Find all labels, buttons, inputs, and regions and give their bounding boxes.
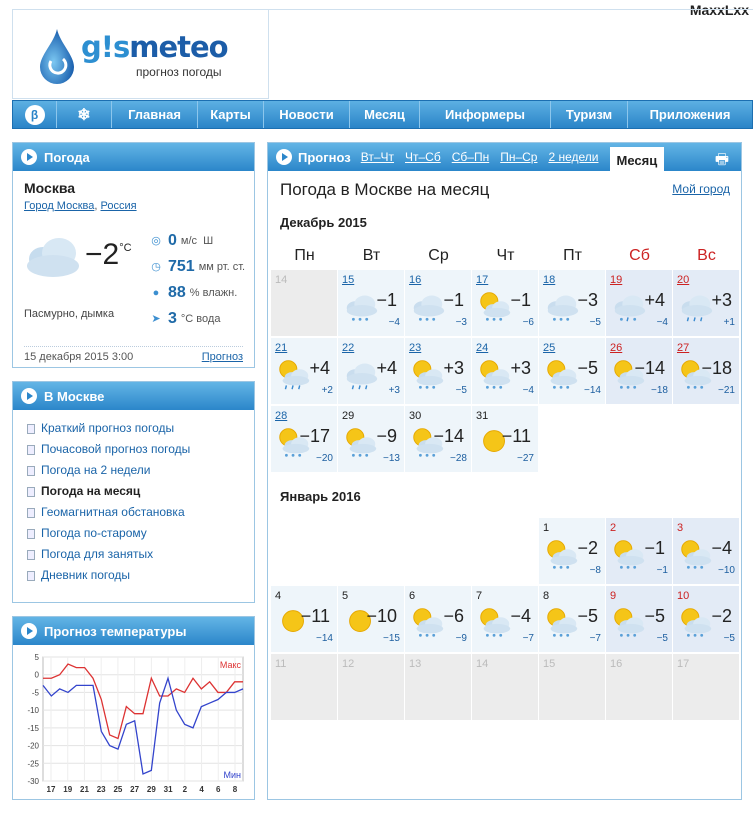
- nav-item-news[interactable]: Новости: [264, 101, 350, 128]
- beta-icon: β: [25, 105, 45, 125]
- cloud-rain-icon: [342, 355, 380, 393]
- x-tick-label: 29: [146, 785, 156, 794]
- max-temp: −1: [376, 290, 397, 310]
- day-of-week-header: Пт: [563, 247, 582, 264]
- calendar-day-cell[interactable]: [472, 406, 538, 472]
- logo[interactable]: [81, 30, 228, 64]
- x-tick-label: 25: [113, 785, 123, 794]
- tab-forecast[interactable]: Прогноз: [298, 149, 351, 165]
- droplet-icon: ●: [152, 287, 160, 299]
- day-number: 12: [342, 658, 355, 670]
- fish-icon: ➤: [151, 313, 161, 325]
- x-tick-label: 27: [130, 785, 140, 794]
- snowflake-icon: ❄: [77, 106, 91, 124]
- min-temp: −5: [455, 385, 467, 396]
- wind-unit: м/с: [180, 235, 198, 247]
- max-temp: −3: [577, 290, 598, 310]
- calendar-day-cell[interactable]: [606, 518, 672, 584]
- day-of-week-header: Чт: [496, 247, 515, 264]
- min-temp: −14: [584, 385, 601, 396]
- sun-cloud-snow-icon: [476, 603, 514, 641]
- moscow-link-item[interactable]: Погода на 2 недели: [13, 460, 254, 481]
- cloud-snow-icon: [543, 287, 581, 325]
- arrow-bullet-icon: [21, 623, 37, 639]
- day-number: 9: [610, 590, 617, 602]
- sun-cloud-snow-icon: [342, 423, 380, 461]
- nav-item-maps[interactable]: Карты: [198, 101, 264, 128]
- min-temp: +1: [723, 317, 735, 328]
- min-temp: −18: [651, 385, 668, 396]
- day-number: 5: [342, 590, 349, 602]
- tab-mon-wed[interactable]: Пн–Ср: [500, 150, 538, 164]
- humidity-row: [150, 284, 237, 302]
- nav-item-month[interactable]: Месяц: [350, 101, 420, 128]
- temp-value: −2: [85, 238, 120, 271]
- x-tick-label: 19: [63, 785, 73, 794]
- max-temp: −11: [501, 426, 531, 446]
- panel-title: [13, 143, 254, 171]
- sun-cloud-snow-icon: [409, 603, 447, 641]
- print-icon[interactable]: 🖶: [714, 151, 729, 168]
- day-number: 16: [610, 658, 623, 670]
- min-temp: −3: [455, 317, 467, 328]
- observation-date: 15 декабря 2015 3:00: [24, 351, 134, 363]
- sun-cloud-rain-icon: [275, 355, 313, 393]
- max-temp: −14: [433, 426, 464, 446]
- day-number: 31: [476, 410, 489, 422]
- calendar-day-cell[interactable]: [673, 338, 739, 404]
- calendar-day-cell: [673, 654, 739, 720]
- max-temp: −4: [711, 538, 732, 558]
- moscow-links-list: [13, 418, 254, 586]
- city-name: Москва: [24, 180, 76, 196]
- min-temp: −7: [522, 633, 534, 644]
- min-temp: −27: [517, 453, 534, 464]
- pressure-icon: ◷: [151, 261, 161, 273]
- country-link[interactable]: Россия: [100, 200, 137, 212]
- calendar-empty-cell: [606, 406, 672, 472]
- nav-item-main[interactable]: Главная: [112, 101, 198, 128]
- x-tick-label: 2: [182, 785, 188, 794]
- legend-max: Макс: [219, 660, 241, 670]
- calendar-day-cell[interactable]: [405, 406, 471, 472]
- day-number: 26: [610, 342, 623, 354]
- day-of-week-header: Пн: [294, 247, 315, 264]
- day-number: 17: [677, 658, 690, 670]
- calendar-day-cell: [606, 654, 672, 720]
- tab-month[interactable]: Месяц: [610, 147, 665, 173]
- max-temp: +4: [644, 290, 665, 310]
- calendar-empty-cell: [271, 518, 337, 584]
- chart-title: Прогноз температуры: [44, 623, 187, 639]
- calendar-day-cell[interactable]: [338, 270, 404, 336]
- day-number: 10: [677, 590, 690, 602]
- sun-cloud-snow-icon: [677, 603, 715, 641]
- max-temp: −2: [711, 606, 732, 626]
- sun-cloud-snow-icon: [543, 355, 581, 393]
- calendar-day-cell[interactable]: [606, 338, 672, 404]
- day-of-week-header: Сб: [629, 247, 650, 264]
- calendar-day-cell[interactable]: [472, 586, 538, 652]
- calendar-day-cell[interactable]: [405, 270, 471, 336]
- nav-item-informers[interactable]: Информеры: [420, 101, 551, 128]
- day-number: 7: [476, 590, 483, 602]
- calendar-day-cell[interactable]: [539, 270, 605, 336]
- day-number: 29: [342, 410, 355, 422]
- y-tick-label: -15: [27, 723, 39, 733]
- min-temp: −21: [718, 385, 735, 396]
- day-of-week-header: Ср: [428, 247, 449, 264]
- january-label: Январь 2016: [280, 489, 361, 504]
- sun-cloud-snow-icon: [476, 355, 514, 393]
- cloud-snow-icon: [409, 287, 447, 325]
- max-temp: −18: [701, 358, 732, 378]
- cloud-rain-snow-icon: [610, 287, 648, 325]
- pressure-row: [150, 258, 245, 276]
- calendar-day-cell: [472, 654, 538, 720]
- calendar-day-cell[interactable]: [271, 586, 337, 652]
- sun-cloud-snow-icon: [610, 603, 648, 641]
- header-banner-area: [268, 9, 753, 99]
- water-unit: °C вода: [180, 313, 221, 325]
- day-number: 14: [476, 658, 489, 670]
- min-temp: −5: [723, 633, 735, 644]
- water-value: 3: [168, 310, 177, 327]
- calendar-day-cell[interactable]: [271, 338, 337, 404]
- moscow-link-item[interactable]: Геомагнитная обстановка: [13, 502, 254, 523]
- day-number: 15: [342, 274, 355, 286]
- x-tick-label: 17: [46, 785, 56, 794]
- x-tick-label: 4: [199, 785, 204, 794]
- max-temp: +3: [443, 358, 464, 378]
- day-number: 1: [543, 522, 550, 534]
- moscow-link-item[interactable]: Погода на месяц: [13, 481, 254, 502]
- day-number: 30: [409, 410, 422, 422]
- calendar-day-cell[interactable]: [539, 518, 605, 584]
- min-temp: −13: [383, 453, 400, 464]
- max-temp: +4: [376, 358, 397, 378]
- in-moscow-panel: [12, 381, 255, 603]
- nav-beta-button[interactable]: [13, 101, 57, 128]
- sun-cloud-snow-icon: [543, 603, 581, 641]
- max-temp: −5: [644, 606, 665, 626]
- calendar-day-cell[interactable]: [338, 406, 404, 472]
- site-header: [12, 9, 268, 99]
- day-number: 24: [476, 342, 489, 354]
- panel-title: [13, 617, 254, 645]
- humidity-unit: % влажн.: [189, 287, 238, 299]
- cloud-snow-icon: [342, 287, 380, 325]
- max-temp: −5: [577, 358, 598, 378]
- day-number: 28: [275, 410, 288, 422]
- my-city-link[interactable]: Мой город: [672, 182, 730, 196]
- temp-unit: °C: [119, 242, 132, 254]
- logo-drop-icon[interactable]: [38, 27, 76, 85]
- min-temp: −10: [718, 565, 735, 576]
- sun-cloud-snow-icon: [677, 535, 715, 573]
- min-temp: −4: [656, 317, 668, 328]
- y-tick-label: -10: [27, 706, 39, 716]
- calendar-day-cell[interactable]: [338, 586, 404, 652]
- calendar-day-cell: [539, 654, 605, 720]
- x-tick-label: 23: [96, 785, 106, 794]
- panel-title-text: Погода: [44, 149, 90, 165]
- min-temp: −8: [589, 565, 601, 576]
- min-temp: −5: [656, 633, 668, 644]
- wind-value: 0: [168, 232, 177, 249]
- tab-two-weeks[interactable]: 2 недели: [548, 150, 599, 164]
- pressure-unit: мм рт. ст.: [198, 261, 246, 273]
- day-of-week-header: Вс: [697, 247, 716, 264]
- min-temp: −15: [383, 633, 400, 644]
- calendar-day-cell[interactable]: [673, 518, 739, 584]
- day-number: 17: [476, 274, 489, 286]
- day-of-week-header: Вт: [362, 247, 381, 264]
- day-number: 3: [677, 522, 684, 534]
- tab-sat-mon[interactable]: Сб–Пн: [451, 150, 490, 164]
- calendar-day-cell[interactable]: [673, 270, 739, 336]
- day-number: 11: [275, 658, 287, 670]
- calendar-day-cell: [338, 654, 404, 720]
- max-temp: −9: [376, 426, 397, 446]
- main-nav: [12, 100, 753, 129]
- day-number: 23: [409, 342, 422, 354]
- day-number: 25: [543, 342, 556, 354]
- max-temp: +3: [711, 290, 732, 310]
- max-temp: +3: [510, 358, 531, 378]
- calendar-day-cell[interactable]: [539, 338, 605, 404]
- y-tick-label: -30: [27, 777, 39, 786]
- calendar-empty-cell: [673, 406, 739, 472]
- max-temp: −11: [300, 606, 330, 626]
- day-number: 15: [543, 658, 556, 670]
- min-temp: +2: [321, 385, 333, 396]
- moscow-link-item[interactable]: Краткий прогноз погоды: [13, 418, 254, 439]
- day-number: 13: [409, 658, 422, 670]
- sun-cloud-snow-icon: [476, 287, 514, 325]
- calendar-empty-cell: [405, 518, 471, 584]
- calendar-day-cell[interactable]: [405, 586, 471, 652]
- max-temp: +4: [309, 358, 330, 378]
- panel-title-text: В Москве: [44, 388, 105, 404]
- day-number: 27: [677, 342, 690, 354]
- min-temp: +3: [388, 385, 400, 396]
- moscow-link-item[interactable]: Погода по-старому: [13, 523, 254, 544]
- calendar-empty-cell: [472, 518, 538, 584]
- nav-item-apps[interactable]: Приложения: [649, 107, 731, 122]
- calendar-day-cell[interactable]: [338, 338, 404, 404]
- logo-subtitle: прогноз погоды: [136, 65, 222, 79]
- min-temp: −6: [522, 317, 534, 328]
- calendar-empty-cell: [539, 406, 605, 472]
- max-temp: −1: [443, 290, 464, 310]
- arrow-bullet-icon: [21, 149, 37, 165]
- calendar-day-cell[interactable]: [606, 586, 672, 652]
- min-temp: −7: [589, 633, 601, 644]
- chart-plot-area: [43, 657, 243, 781]
- calendar-day-cell[interactable]: [472, 270, 538, 336]
- day-number: 6: [409, 590, 416, 602]
- max-temp: −10: [366, 606, 397, 626]
- max-temp: −17: [299, 426, 330, 446]
- month-title: Погода в Москве на месяц: [280, 180, 490, 199]
- min-temp: −14: [316, 633, 333, 644]
- calendar-day-cell[interactable]: [606, 270, 672, 336]
- calendar-day-cell: [405, 654, 471, 720]
- logo-meteo: meteo: [129, 30, 228, 64]
- min-temp: −4: [388, 317, 400, 328]
- min-temp: −1: [656, 565, 668, 576]
- calendar-day-cell: [271, 654, 337, 720]
- max-temp: −14: [634, 358, 665, 378]
- current-weather-panel: [12, 142, 255, 368]
- day-number: 18: [543, 274, 556, 286]
- day-number: 8: [543, 590, 550, 602]
- temperature-chart: [13, 645, 254, 799]
- max-temp: −1: [510, 290, 531, 310]
- weather-footer: [24, 346, 243, 363]
- day-number: 21: [275, 342, 288, 354]
- day-number: 4: [275, 590, 282, 602]
- humidity-value: 88: [168, 284, 186, 301]
- day-number: 16: [409, 274, 422, 286]
- calendar-empty-cell: [338, 518, 404, 584]
- month-forecast-panel: [267, 142, 742, 800]
- day-number: 19: [610, 274, 623, 286]
- cloud-rain-icon: [677, 287, 715, 325]
- december-label: Декабрь 2015: [280, 215, 367, 230]
- min-temp: −28: [450, 453, 467, 464]
- y-tick-label: -20: [27, 741, 39, 751]
- min-temp: −4: [522, 385, 534, 396]
- day-number: 20: [677, 274, 690, 286]
- sun-cloud-snow-icon: [543, 535, 581, 573]
- max-temp: −4: [510, 606, 531, 626]
- temperature-chart-panel: [12, 616, 255, 800]
- water-row: [150, 310, 220, 328]
- sun-cloud-snow-icon: [409, 355, 447, 393]
- nav-weather-icons-button[interactable]: [57, 101, 112, 128]
- forecast-link[interactable]: Прогноз: [201, 351, 243, 363]
- logo-gis: g!s: [81, 30, 130, 64]
- cloud-icon: [23, 231, 83, 283]
- moscow-link-item[interactable]: Погода для занятых: [13, 544, 254, 565]
- max-temp: −6: [443, 606, 464, 626]
- wind-row: [150, 232, 213, 250]
- wind-direction: Ш: [203, 235, 214, 247]
- x-tick-label: 21: [80, 785, 89, 794]
- watermark: MaxxLxx: [689, 2, 749, 18]
- moscow-link-item[interactable]: Почасовой прогноз погоды: [13, 439, 254, 460]
- arrow-bullet-icon: [276, 149, 292, 165]
- y-tick-label: -5: [31, 688, 39, 698]
- min-temp: −20: [316, 453, 333, 464]
- calendar-day-cell[interactable]: [271, 406, 337, 472]
- period-tabs: [268, 143, 741, 171]
- wind-icon: ◎: [151, 235, 161, 247]
- tab-tue-thu[interactable]: Вт–Чт: [360, 150, 395, 164]
- panel-title: [13, 382, 254, 410]
- max-temp: −5: [577, 606, 598, 626]
- x-tick-label: 8: [232, 785, 238, 794]
- day-number: 22: [342, 342, 355, 354]
- y-tick-label: -25: [27, 759, 39, 769]
- nav-item-tourism[interactable]: Туризм: [551, 101, 628, 128]
- calendar-day-cell[interactable]: [673, 586, 739, 652]
- min-temp: −9: [455, 633, 467, 644]
- city-location: Город Москва, Россия: [24, 200, 137, 212]
- sun-cloud-snow-icon: [610, 535, 648, 573]
- x-tick-label: 6: [216, 785, 221, 794]
- day-number: 2: [610, 522, 617, 534]
- max-temp: −1: [644, 538, 665, 558]
- arrow-bullet-icon: [21, 388, 37, 404]
- condition-text: Пасмурно, дымка: [24, 308, 115, 320]
- moscow-link-item[interactable]: Дневник погоды: [13, 565, 254, 586]
- current-temperature: [85, 238, 132, 272]
- calendar-day-cell[interactable]: [472, 338, 538, 404]
- calendar-day-cell: [271, 270, 337, 336]
- day-number: 14: [275, 274, 288, 286]
- tab-thu-sat[interactable]: Чт–Сб: [405, 150, 441, 164]
- legend-min: Мин: [223, 770, 241, 780]
- calendar-day-cell[interactable]: [539, 586, 605, 652]
- x-tick-label: 31: [163, 785, 173, 794]
- calendar-day-cell[interactable]: [405, 338, 471, 404]
- city-link[interactable]: Город Москва: [24, 200, 95, 212]
- y-tick-label: 5: [34, 653, 39, 662]
- min-temp: −5: [589, 317, 601, 328]
- max-temp: −2: [577, 538, 598, 558]
- pressure-value: 751: [168, 258, 195, 275]
- y-tick-label: 0: [34, 670, 39, 680]
